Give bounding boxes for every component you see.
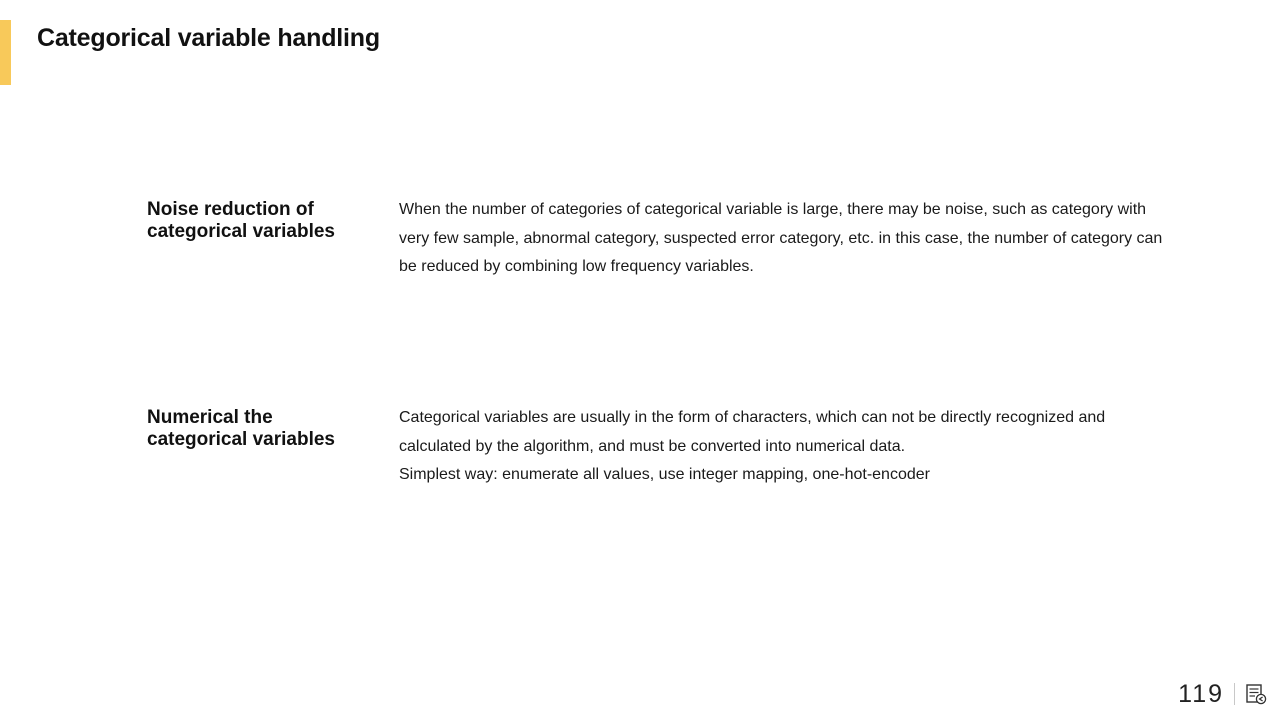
slide-title: Categorical variable handling (37, 24, 380, 52)
slide-footer (1178, 680, 1267, 708)
footer-divider (1234, 683, 1235, 705)
section-body-paragraph: When the number of categories of categorical variable is large, there may be noise, such as category with very few sample, abnormal category, suspected error category, etc. in this case, the number of category can be reduced by combining low frequency variables. (399, 201, 1163, 275)
title-accent-bar (0, 20, 11, 85)
page-number: 119 (1178, 679, 1224, 708)
notes-icon[interactable] (1245, 683, 1267, 705)
section-heading: Noise reduction of categorical variables (147, 199, 335, 242)
section-heading: Numerical the categorical variables (147, 407, 335, 450)
section-body-paragraph: Simplest way: enumerate all values, use integer mapping, one-hot-encoder (399, 466, 930, 483)
section-body-paragraph: Categorical variables are usually in the form of characters, which can not be directly recognized and calculated by the algorithm, and must be converted into numerical data. (399, 409, 1106, 455)
section-body (399, 404, 1174, 490)
section-body (399, 196, 1174, 282)
